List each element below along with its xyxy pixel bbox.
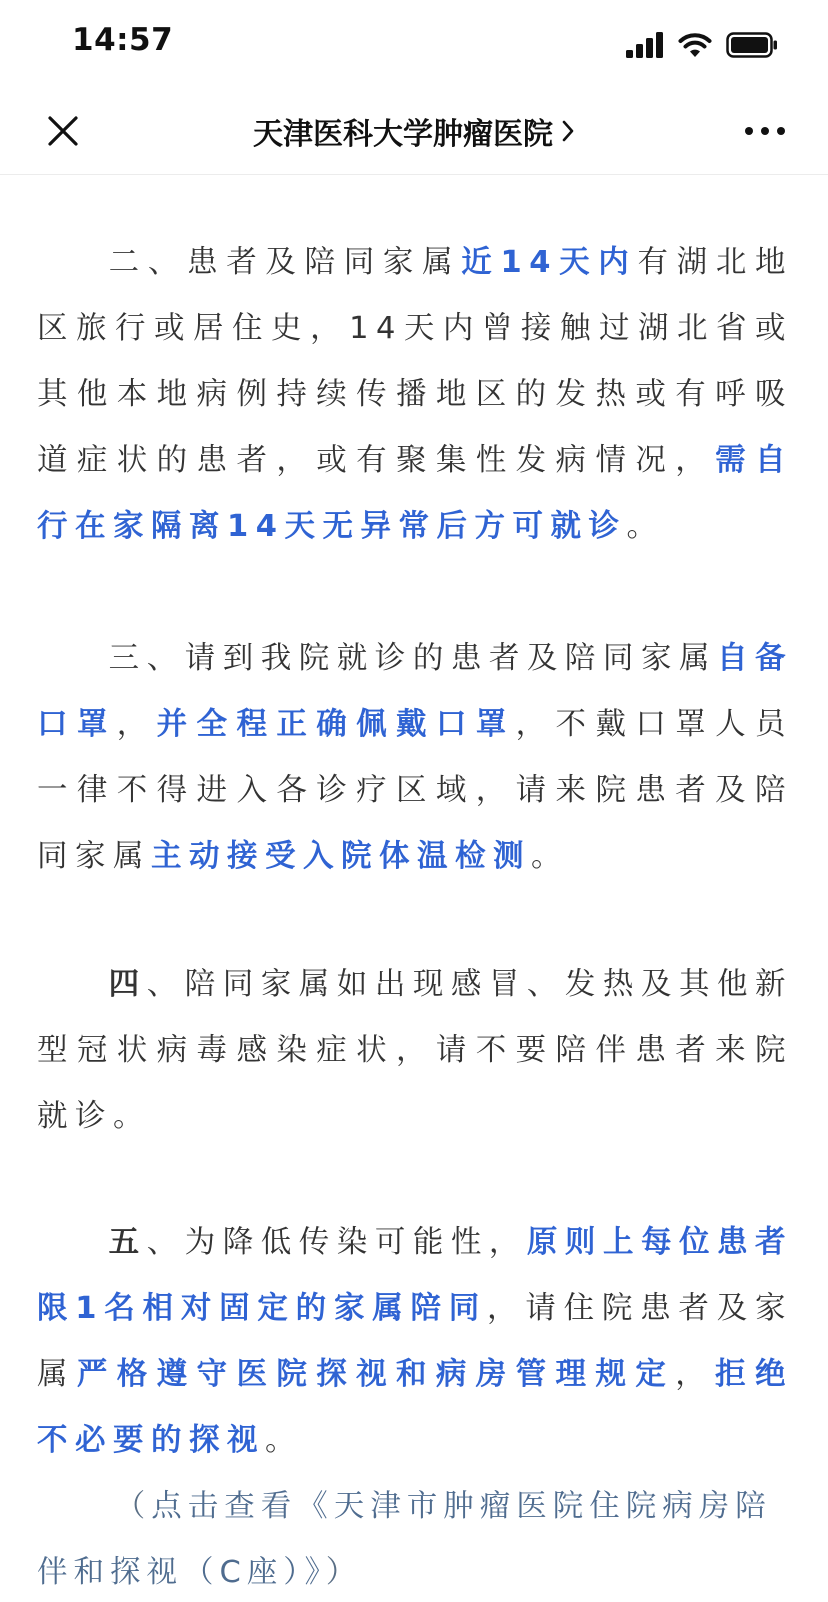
wifi-icon xyxy=(678,32,712,58)
paragraph-5 xyxy=(37,1210,793,1474)
close-icon xyxy=(42,110,84,152)
p5-highlight-2: 严格遵守医院探视和病房管理规定 xyxy=(76,1357,676,1392)
p5-highlight-1: 原则上每位患者限1名相对固定的家属陪同 xyxy=(37,1225,794,1326)
p5-text-2: ，请住院患者及家属 xyxy=(37,1291,793,1392)
p3-text-2: ， xyxy=(116,707,157,742)
p2-highlight-1: 近14天内 xyxy=(461,245,638,280)
p2-text-2: 有湖北地区旅行或居住史，14天内曾接触过湖北省或其他本地病例持续传播地区的发热或有呼吸道症状的患者，或有聚集性发病情况， xyxy=(37,245,794,478)
p4-number: 四 xyxy=(108,967,147,1002)
more-button[interactable] xyxy=(742,116,788,146)
p3-text-1: 三、请到我院就诊的患者及陪同家属 xyxy=(108,641,717,676)
p5-text-3: ， xyxy=(675,1357,716,1392)
p5-number: 五 xyxy=(108,1225,147,1260)
chevron-right-icon xyxy=(561,119,575,143)
p5-text-4: 。 xyxy=(265,1423,303,1458)
p5-text-1: 、为降低传染可能性， xyxy=(146,1225,527,1260)
note-close-paren: ） xyxy=(325,1555,363,1590)
status-bar xyxy=(0,0,828,88)
nav-bar xyxy=(0,88,828,175)
note-open-paren: （ xyxy=(114,1489,152,1524)
paragraph-3 xyxy=(37,626,793,890)
article-body xyxy=(37,230,793,1602)
battery-icon xyxy=(726,32,778,58)
p5-highlight-3: 拒绝不必要的探视 xyxy=(37,1357,794,1458)
status-icons xyxy=(626,30,778,60)
p3-highlight-3: 主动接受入院体温检测 xyxy=(151,839,531,874)
paragraph-4 xyxy=(37,952,793,1150)
p4-text-1: 、陪同家属如出现感冒、发热及其他新型冠状病毒感染症状，请不要陪伴患者来院就诊。 xyxy=(37,967,794,1134)
p3-highlight-1: 自备口罩 xyxy=(37,641,794,742)
account-title-link[interactable] xyxy=(150,108,678,154)
status-time: 14:57 xyxy=(72,22,174,58)
cellular-signal-icon xyxy=(626,32,664,58)
close-button[interactable] xyxy=(42,110,84,152)
visit-rules-note xyxy=(37,1474,793,1602)
p3-text-4: 。 xyxy=(531,839,569,874)
more-icon xyxy=(742,116,788,146)
page-title: 天津医科大学肿瘤医院 xyxy=(253,117,553,152)
p2-highlight-2: 需自行在家隔离14天无异常后方可就诊 xyxy=(37,443,794,544)
p2-text-3: 。 xyxy=(626,509,665,544)
p3-text-3: ，不戴口罩人员一律不得进入各诊疗区域，请来院患者及陪同家属 xyxy=(37,707,794,874)
paragraph-2 xyxy=(37,230,793,560)
visit-rules-link[interactable]: 点击查看《天津市肿瘤医院住院病房陪伴和探视（C座）》 xyxy=(37,1489,772,1590)
p2-text-1: 二、患者及陪同家属 xyxy=(108,245,462,280)
p3-highlight-2: 并全程正确佩戴口罩 xyxy=(156,707,516,742)
